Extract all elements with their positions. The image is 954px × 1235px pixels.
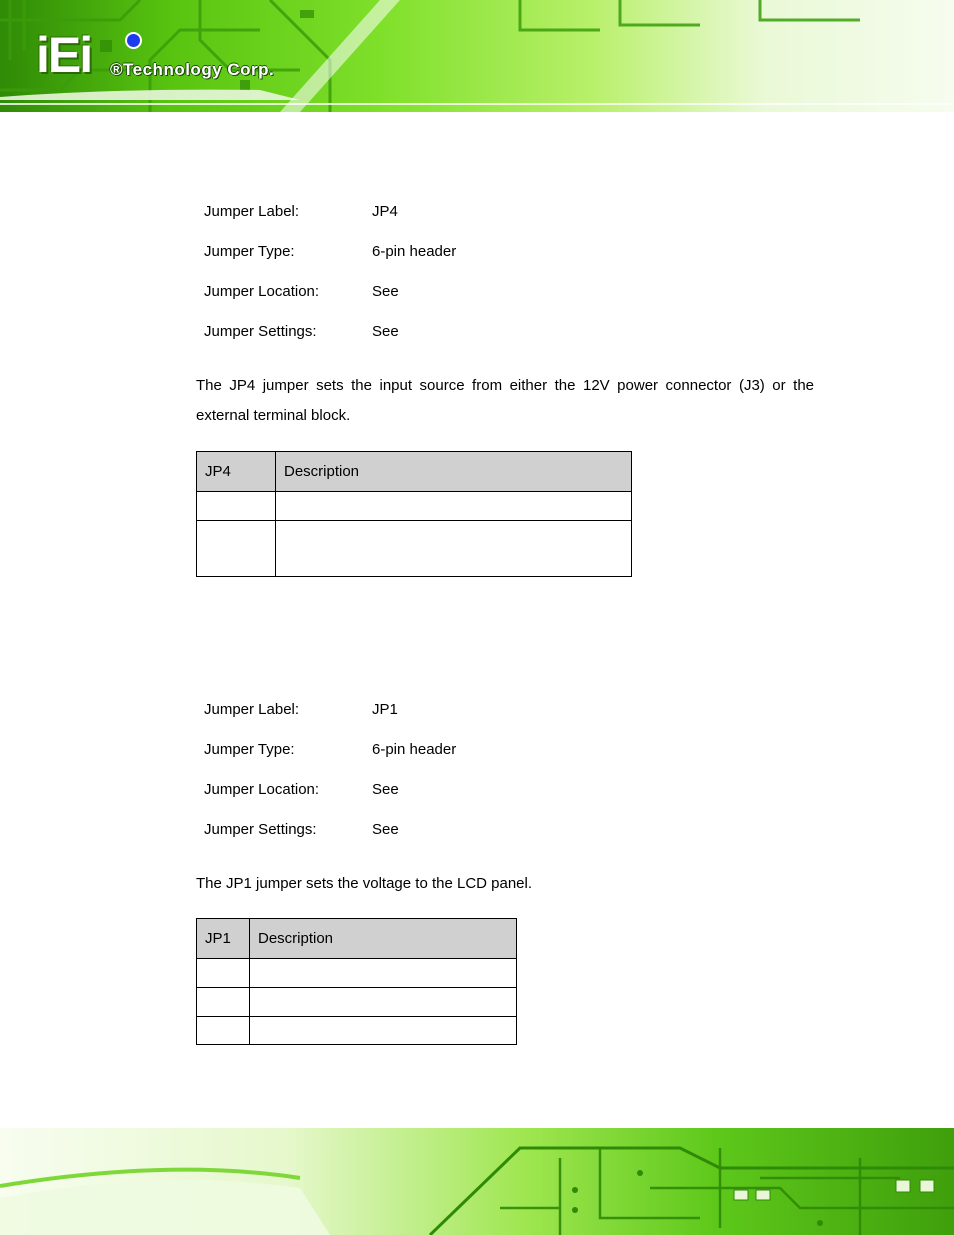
jp4-settings-table bbox=[196, 451, 632, 577]
table-row bbox=[197, 959, 517, 988]
table-header-row bbox=[197, 919, 517, 959]
table-row bbox=[197, 1017, 517, 1045]
jp1-settings-table bbox=[196, 918, 517, 1045]
table-header-cell: JP4 bbox=[197, 452, 276, 492]
field-key: Jumper Settings: bbox=[204, 821, 317, 838]
table-header-cell: JP1 bbox=[197, 919, 250, 959]
field-value: See bbox=[372, 781, 399, 798]
table-cell bbox=[197, 521, 276, 577]
table-cell bbox=[197, 1017, 250, 1045]
circuit-board-pattern bbox=[0, 1128, 954, 1235]
page-footer-banner bbox=[0, 1128, 954, 1235]
table-cell bbox=[250, 959, 517, 988]
field-key: Jumper Type: bbox=[204, 243, 295, 260]
table-header-cell: Description bbox=[276, 452, 632, 492]
table-row bbox=[197, 492, 632, 521]
jp4-description: The JP4 jumper sets the input source from either the 12V power connector (J3) or the external terminal block. bbox=[196, 377, 814, 424]
table-header-cell: Description bbox=[250, 919, 517, 959]
field-value: JP4 bbox=[372, 203, 398, 220]
circuit-board-pattern bbox=[0, 0, 954, 112]
table-cell bbox=[197, 492, 276, 521]
field-key: Jumper Label: bbox=[204, 203, 300, 220]
jp1-description: The JP1 jumper sets the voltage to the LCD panel. bbox=[196, 875, 533, 892]
company-name: ®Technology Corp. bbox=[110, 60, 275, 79]
field-value: 6-pin header bbox=[372, 741, 457, 758]
logo-letters: iEi bbox=[36, 27, 92, 83]
field-key: Jumper Label: bbox=[204, 701, 300, 718]
table-cell bbox=[250, 988, 517, 1017]
table-cell bbox=[276, 521, 632, 577]
field-value: 6-pin header bbox=[372, 243, 457, 260]
table-header-row bbox=[197, 452, 632, 492]
logo-dot-icon bbox=[125, 32, 142, 49]
table-row bbox=[197, 988, 517, 1017]
table-cell bbox=[197, 988, 250, 1017]
field-key: Jumper Type: bbox=[204, 741, 295, 758]
field-key: Jumper Settings: bbox=[204, 323, 317, 340]
field-value: JP1 bbox=[372, 701, 398, 718]
field-value: See bbox=[372, 323, 399, 340]
table-cell bbox=[276, 492, 632, 521]
field-value: See bbox=[372, 821, 399, 838]
field-key: Jumper Location: bbox=[204, 283, 320, 300]
table-cell bbox=[250, 1017, 517, 1045]
table-cell bbox=[197, 959, 250, 988]
table-row bbox=[197, 521, 632, 577]
field-value: See bbox=[372, 283, 399, 300]
field-key: Jumper Location: bbox=[204, 781, 320, 798]
page-header-banner bbox=[0, 0, 954, 112]
